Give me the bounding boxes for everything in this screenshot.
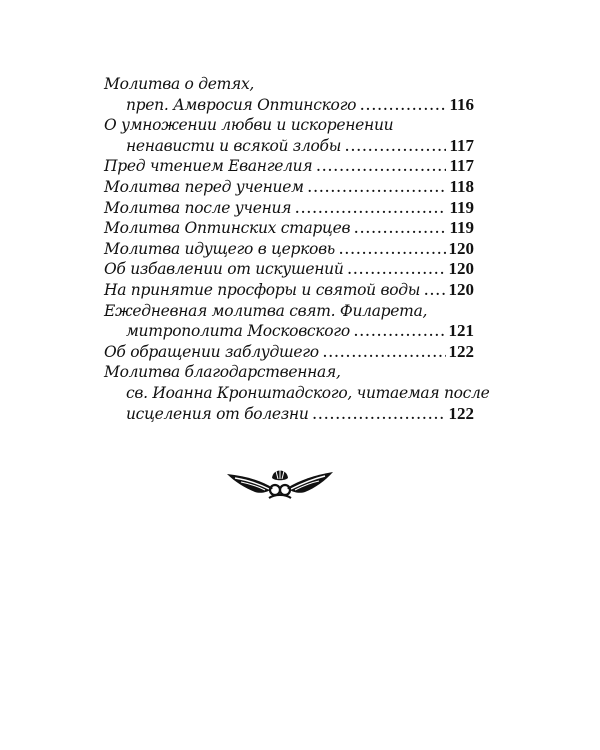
dot-leader xyxy=(313,405,446,426)
dot-leader xyxy=(308,178,447,199)
dot-leader xyxy=(345,137,446,158)
winged-ornament-icon xyxy=(225,462,335,507)
toc-entry-title: ненависти и всякой злобы xyxy=(126,136,342,155)
toc-entry[interactable] xyxy=(104,404,474,425)
toc-entry-title: исцеления от болезни xyxy=(126,404,309,423)
toc-page-number: 121 xyxy=(448,321,474,341)
dot-leader xyxy=(323,343,446,364)
toc-page-number: 119 xyxy=(449,218,474,238)
toc-page-number: 119 xyxy=(449,197,474,217)
toc-page-number: 122 xyxy=(448,403,474,423)
dot-leader xyxy=(354,322,446,343)
toc-page-number: 116 xyxy=(449,94,474,114)
toc-entry-title: На принятие просфоры и святой воды xyxy=(104,280,421,299)
toc-entry-title: Об обращении заблудшего xyxy=(104,342,319,361)
toc-entry[interactable] xyxy=(104,198,474,219)
dot-leader xyxy=(339,240,446,261)
toc-entry[interactable] xyxy=(104,136,474,157)
dot-leader xyxy=(424,281,445,302)
toc-entry-title: Молитва о детях, xyxy=(104,75,255,93)
dot-leader xyxy=(295,199,446,220)
toc-entry[interactable] xyxy=(104,342,474,363)
toc-entry-title: Молитва идущего в церковь xyxy=(104,239,335,258)
toc-entry-title: Пред чтением Евангелия xyxy=(104,157,313,176)
toc-entry-title: Молитва Оптинских старцев xyxy=(104,219,351,238)
toc-entry[interactable] xyxy=(104,95,474,116)
toc-page-number: 122 xyxy=(448,341,474,361)
toc-entry-title: св. Иоанна Кронштадского, читаемая после xyxy=(126,383,490,402)
toc-entry-title: преп. Амвросия Оптинского xyxy=(126,95,357,114)
dot-leader xyxy=(360,96,446,117)
toc-page-number: 117 xyxy=(449,156,474,176)
toc-line xyxy=(104,383,490,404)
toc-line xyxy=(104,362,474,383)
toc-entry[interactable] xyxy=(104,239,474,260)
toc-line xyxy=(104,301,474,322)
dot-leader xyxy=(316,157,446,178)
toc-entry-title: Ежедневная молитва свят. Филарета, xyxy=(104,301,428,320)
toc-entry[interactable] xyxy=(104,156,474,177)
toc-page-number: 118 xyxy=(449,176,474,196)
toc-entry-title: митрополита Московского xyxy=(126,322,350,341)
table-of-contents xyxy=(104,74,490,424)
dot-leader xyxy=(354,219,446,240)
toc-entry-title: Об избавлении от искушений xyxy=(104,260,344,279)
toc-line xyxy=(104,74,474,95)
toc-entry-title: О умножении любви и искоренении xyxy=(104,116,394,135)
toc-page-number: 120 xyxy=(448,238,474,258)
toc-entry-title: Молитва перед учением xyxy=(104,177,304,196)
toc-entry[interactable] xyxy=(104,321,474,342)
toc-page-number: 120 xyxy=(448,259,474,279)
dot-leader xyxy=(348,260,446,281)
toc-entry[interactable] xyxy=(104,177,474,198)
toc-page-number: 117 xyxy=(449,135,474,155)
toc-entry[interactable] xyxy=(104,259,474,280)
toc-line xyxy=(104,115,474,136)
toc-entry[interactable] xyxy=(104,218,474,239)
toc-page-number: 120 xyxy=(448,279,474,299)
toc-entry[interactable] xyxy=(104,280,474,301)
toc-entry-title: Молитва после учения xyxy=(104,198,292,217)
toc-entry-title: Молитва благодарственная, xyxy=(104,363,341,382)
